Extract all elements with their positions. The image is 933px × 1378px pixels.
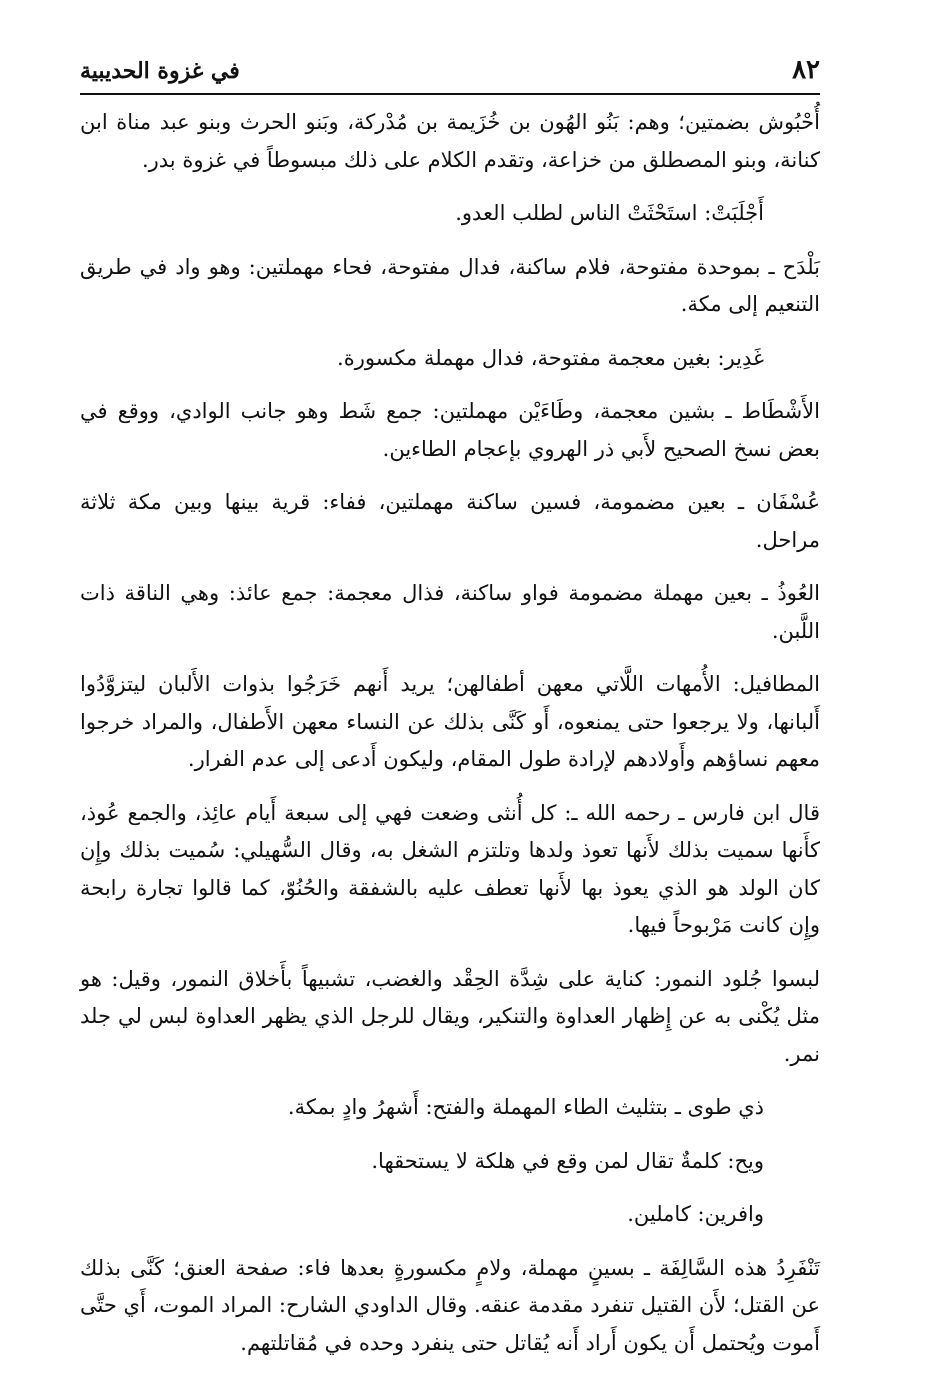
glossary-entry: المطافيل: الأُمهات اللَّاتي معهن أطفالهن؛ يريد أَنهم خَرَجُوا بذوات الأَلبان ليتزوَّدُوا أَلبانها، ولا يرجعوا حتى يمنعوه، أَو كَنَّى بذلك عن النساء معهن الأَطفال، والمراد خرجوا معهم نساؤهم وأَولادهم لإرادة طول المقام، وليكون أَدعى إلى عدم الفرار. <box>80 672 820 771</box>
glossary-entry: قال ابن فارس ـ رحمه الله ـ: كل أُنثى وضعت فهي إلى سبعة أَيام عائِذ، والجمع عُوذ، كأَنها سميت بذلك لأَنها تعوذ ولدها وتلتزم الشغل به، وقال السُّهيلي: سُميت بذلك وإِن كان الولد هو الذي يعوذ بها لأَنها تعطف عليه بالشفقة والحُنُوّ، كما قالوا تجارة رابحة وإِن كانت مَرْبوحاً فيها. <box>80 800 820 937</box>
glossary-entry: بَلْدَح ـ بموحدة مفتوحة، فلام ساكنة، فدال مفتوحة، فحاء مهملتين: وهو واد في طريق التنعيم إلى مكة. <box>80 254 820 316</box>
glossary-entry: العُوذُ ـ بعين مهملة مضمومة فواو ساكنة، فذال معجمة: جمع عائذ: وهي الناقة ذات اللَّبن. <box>80 581 820 643</box>
glossary-entry: أَجْلَبَتْ: استَحْثَتْ الناس لطلب العدو. <box>455 201 764 225</box>
glossary-entry: لبسوا جُلود النمور: كناية على شِدَّة الحِقْد والغضب، تشبيهاً بأَخلاق النمور، وقيل: هو مثل يُكْنى به عن إِظهار العداوة والتنكير، ويقال للرجل الذي يظهر العداوة لبس لي جلد نمر. <box>80 966 820 1066</box>
glossary-entry: ويح: كلمةٌ تقال لمن وقع في هلكة لا يستحقها. <box>371 1148 764 1173</box>
glossary-body <box>80 104 820 1378</box>
glossary-entry: ذي طوى ـ بتثليث الطاء المهملة والفتح: أَشهرُ وادٍ بمكة. <box>287 1095 764 1119</box>
glossary-entry: عُسْفَان ـ بعين مضمومة، فسين ساكنة مهملتين، ففاء: قرية بينها وبين مكة ثلاثة مراحل. <box>80 490 820 552</box>
glossary-entry: أُحْبُوش بضمتين؛ وهم: بَنُو الهُون بن خُزَيمة بن مُدْركة، وبَنو الحرث وبنو عبد مناة ابن كنانة، وبنو المصطلق من خزاعة، وتقدم الكلام على ذلك مبسوطاً في غزوة بدر. <box>80 110 820 172</box>
page-number: ٨٢ <box>792 55 820 85</box>
running-title: في غزوة الحديبية <box>80 58 240 84</box>
glossary-entry: وافرين: كاملين. <box>627 1202 764 1226</box>
glossary-entry: غَدِير: بغين معجمة مفتوحة، فدال مهملة مكسورة. <box>337 345 764 370</box>
header-divider <box>80 93 820 95</box>
glossary-entry: تَنْفَرِدُ هذه السَّالِفَة ـ بسينٍ مهملة، ولامٍ مكسورةٍ بعدها فاء: صفحة العنق؛ كَنَّى بذلك عن القتل؛ لأَن القتيل تنفرد مقدمة عنقه. وقال الداودي الشارح: المراد الموت، أَي حتَّى أَموت ويُحتمل أَن يكون أَراد أَنه يُقاتل حتى ينفرد وحده في مُقاتلتهم. <box>80 1255 820 1355</box>
glossary-entry: الأَشْطَاط ـ بشين معجمة، وطَاءَيْن مهملتين: جمع شَط وهو جانب الوادي، ووقع في بعض نسخ الصحيح لأَبي ذر الهروي بإعجام الطاءين. <box>80 399 820 461</box>
page-header <box>80 52 820 92</box>
